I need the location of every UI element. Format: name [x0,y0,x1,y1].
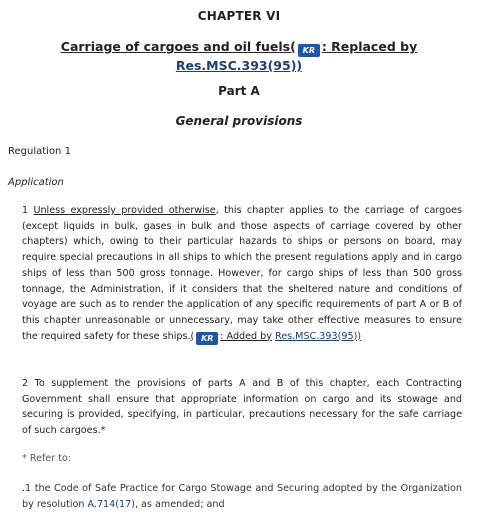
title-colon: : [321,39,327,54]
paragraph-2: 2 To supplement the provisions of parts A and B of this chapter, each Contracting Government shall ensure that appropriate information on cargo and its stowage and securing is provided, specifying, in particular, precautions necessary for the safe carriage of such cargoes.* [22,378,462,437]
paragraph-3-text-after: , as amended; and [134,498,225,510]
paragraph-3 [22,481,462,512]
chapter-heading: CHAPTER VI [197,9,281,23]
paragraph-1-added-by: Added by [223,330,272,342]
paragraph-1-text: , this chapter applies to the carriage of cargoes (except liquids in bulk, gases in bulk and those aspects of carriage covered by other chapters) which, owing to their particular hazards to ships or persons on board, may require special precautions in all ships to which the present regulations apply and in cargo ships of less than 500 gross tonnage. However, for cargo ships of less than 500 gross tonnage, the Administration, if it considers that the sheltered nature and conditions of voyage are such as to render the application of any specific requirements of part A or B of this chapter unreasonable or unnecessary, may take other effective measures to ensure the required safety for these ships. [22,205,463,342]
paragraph-1-colon: : [220,330,224,342]
paragraph-1-paren: ( [190,330,195,342]
paragraph-1 [22,203,462,345]
kr-badge-icon[interactable]: KR [298,44,320,57]
paragraph-1-number: 1 [22,205,34,216]
kr-badge-icon[interactable]: KR [196,332,218,345]
title-replaced-by: Replaced by [326,39,418,54]
footnote-refer: * Refer to: [22,453,72,464]
paragraph-1-underlined: Unless expressly provided otherwise [33,205,216,216]
title-resolution-link[interactable]: Res.MSC.393(95)) [175,58,303,73]
paragraph-1-resolution-link[interactable]: Res.MSC.393(95)) [275,330,362,342]
part-heading: Part A [218,84,260,98]
title-open-paren: ( [290,39,296,54]
chapter-title [40,38,438,74]
regulation-heading: Regulation 1 [8,146,71,157]
chapter-title-text: Carriage of cargoes and oil fuels [60,39,291,54]
paragraph-3-text: .1 the Code of Safe Practice for Cargo Stowage and Securing adopted by the Organization by resolution [22,483,462,510]
part-title: General provisions [175,114,303,128]
paragraph-3-resolution-link[interactable]: A.714(17) [87,498,135,510]
section-heading: Application [8,177,64,188]
